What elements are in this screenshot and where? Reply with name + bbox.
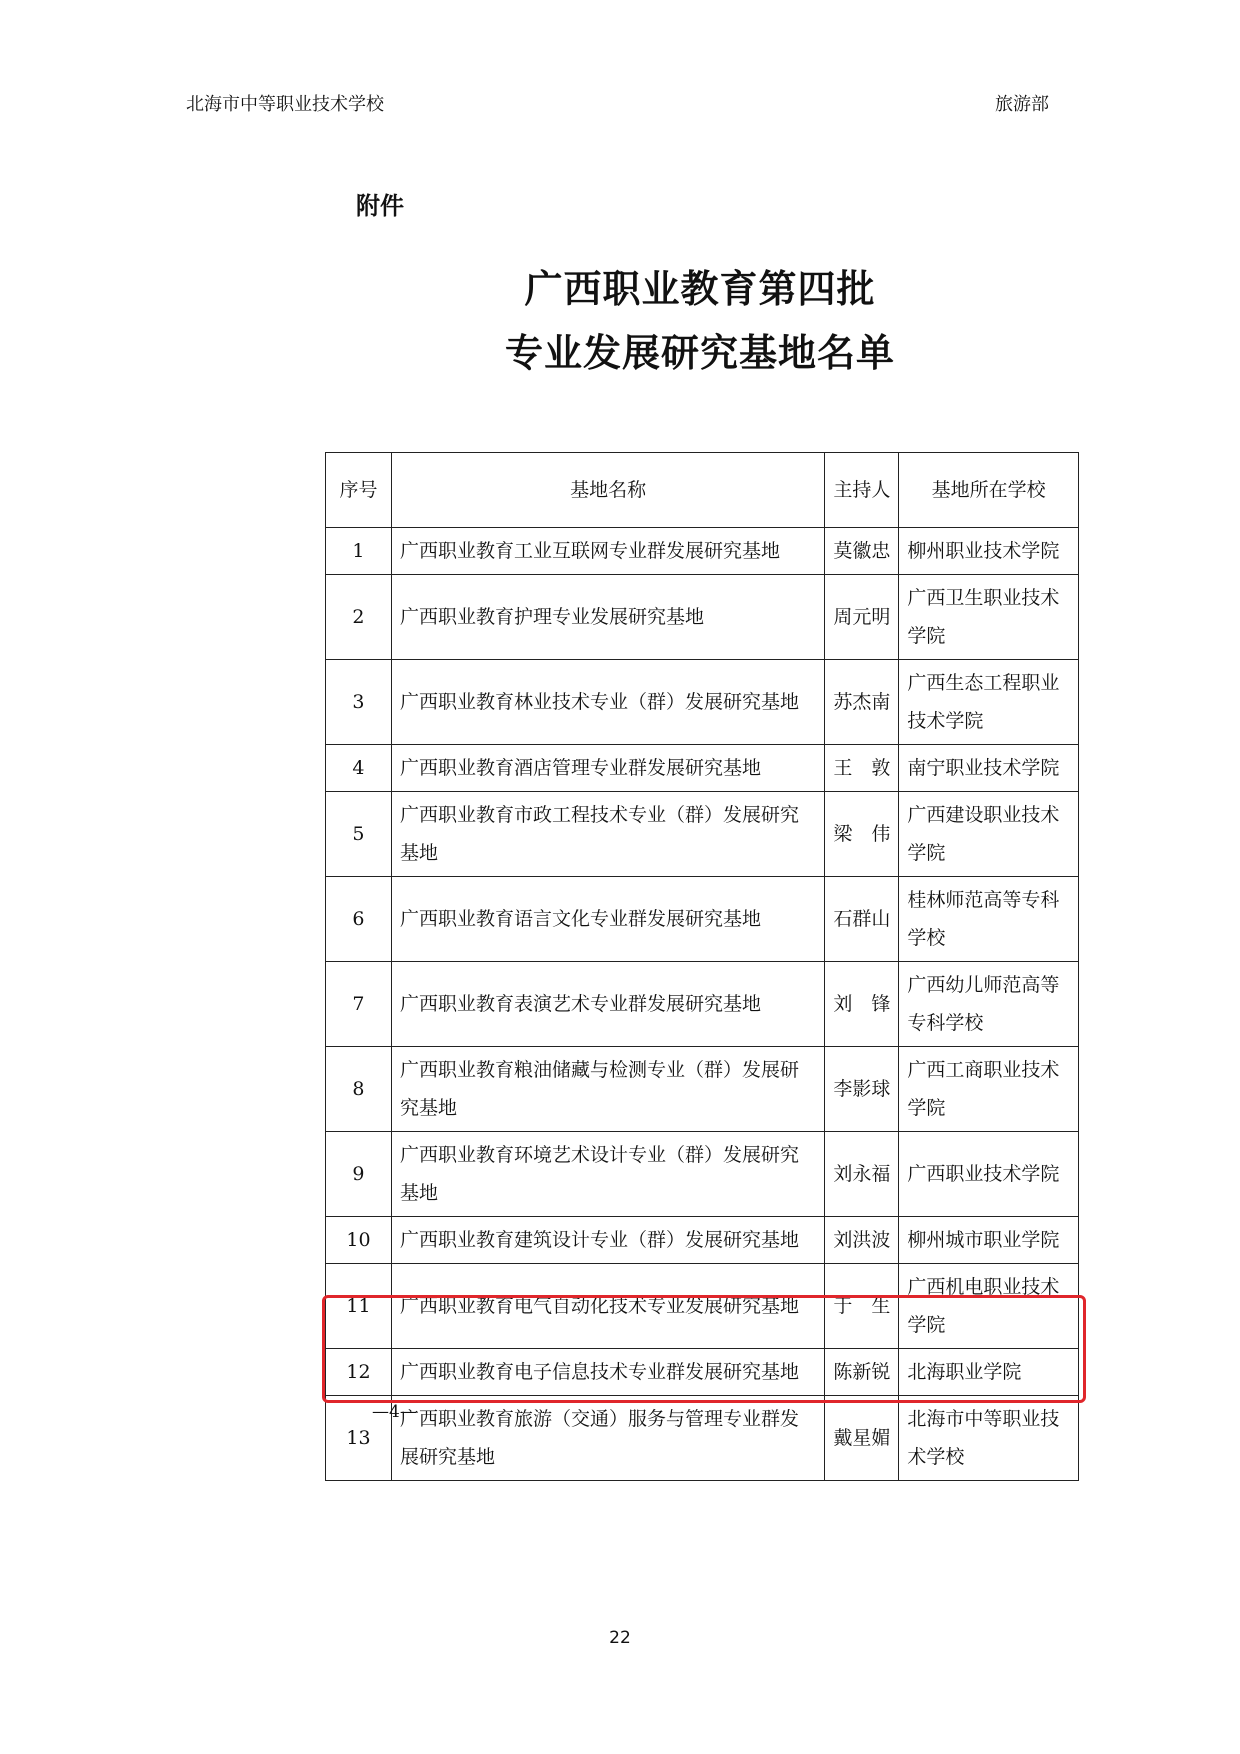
row-number: 5 (326, 792, 392, 877)
row-number: 1 (326, 528, 392, 575)
host-name: 陈新锐 (825, 1349, 899, 1396)
row-number: 12 (326, 1349, 392, 1396)
row-number: 4 (326, 745, 392, 792)
table-row (326, 745, 1079, 792)
host-name: 李影球 (825, 1047, 899, 1132)
table-header-row (326, 453, 1079, 528)
header-school: 北海市中等职业技术学校 (186, 94, 384, 115)
row-number: 8 (326, 1047, 392, 1132)
table-row-highlighted (326, 1396, 1079, 1481)
base-name: 广西职业教育市政工程技术专业（群）发展研究基地 (391, 792, 824, 877)
host-name: 刘永福 (825, 1132, 899, 1217)
column-header-number: 序号 (326, 453, 392, 528)
school-name: 广西工商职业技术学院 (899, 1047, 1079, 1132)
host-name: 梁 伟 (825, 792, 899, 877)
base-name: 广西职业教育语言文化专业群发展研究基地 (391, 877, 824, 962)
table-row (326, 660, 1079, 745)
original-page-mark: —4— (372, 1402, 417, 1422)
base-name: 广西职业教育表演艺术专业群发展研究基地 (391, 962, 824, 1047)
table-row (326, 962, 1079, 1047)
document-title-line2: 专业发展研究基地名单 (504, 331, 895, 375)
host-name: 石群山 (825, 877, 899, 962)
school-name: 广西幼儿师范高等专科学校 (899, 962, 1079, 1047)
attachment-label: 附件 (356, 192, 404, 220)
column-header-host: 主持人 (825, 453, 899, 528)
school-name: 广西卫生职业技术学院 (899, 575, 1079, 660)
column-header-base-name: 基地名称 (391, 453, 824, 528)
school-name: 北海职业学院 (899, 1349, 1079, 1396)
host-name: 刘 锋 (825, 962, 899, 1047)
base-name: 广西职业教育酒店管理专业群发展研究基地 (391, 745, 824, 792)
highlight-box (322, 1295, 1086, 1403)
table-row (326, 528, 1079, 575)
school-name: 广西建设职业技术学院 (899, 792, 1079, 877)
page-number: 22 (609, 1628, 631, 1648)
host-name: 苏杰南 (825, 660, 899, 745)
base-name: 广西职业教育护理专业发展研究基地 (391, 575, 824, 660)
host-name: 周元明 (825, 575, 899, 660)
school-name: 北海市中等职业技术学校 (899, 1396, 1079, 1481)
base-name: 广西职业教育电气自动化技术专业发展研究基地 (391, 1264, 824, 1349)
row-number: 10 (326, 1217, 392, 1264)
row-number: 3 (326, 660, 392, 745)
base-name: 广西职业教育工业互联网专业群发展研究基地 (391, 528, 824, 575)
host-name: 王 敦 (825, 745, 899, 792)
document-title-line1: 广西职业教育第四批 (524, 267, 876, 311)
host-name: 于 生 (825, 1264, 899, 1349)
base-name: 广西职业教育电子信息技术专业群发展研究基地 (391, 1349, 824, 1396)
host-name: 刘洪波 (825, 1217, 899, 1264)
school-name: 柳州城市职业学院 (899, 1217, 1079, 1264)
table-row (326, 1132, 1079, 1217)
school-name: 柳州职业技术学院 (899, 528, 1079, 575)
table-row (326, 575, 1079, 660)
table-row (326, 1217, 1079, 1264)
school-name: 桂林师范高等专科学校 (899, 877, 1079, 962)
base-name: 广西职业教育粮油储藏与检测专业（群）发展研究基地 (391, 1047, 824, 1132)
school-name: 广西机电职业技术学院 (899, 1264, 1079, 1349)
row-number: 9 (326, 1132, 392, 1217)
table-row (326, 792, 1079, 877)
base-name: 广西职业教育建筑设计专业（群）发展研究基地 (391, 1217, 824, 1264)
row-number: 7 (326, 962, 392, 1047)
row-number: 11 (326, 1264, 392, 1349)
school-name: 广西职业技术学院 (899, 1132, 1079, 1217)
header-department: 旅游部 (995, 94, 1049, 115)
row-number: 13 (326, 1396, 392, 1481)
row-number: 6 (326, 877, 392, 962)
table-row (326, 1047, 1079, 1132)
school-name: 南宁职业技术学院 (899, 745, 1079, 792)
host-name: 戴星媚 (825, 1396, 899, 1481)
table-row (326, 877, 1079, 962)
base-name: 广西职业教育旅游（交通）服务与管理专业群发展研究基地 (391, 1396, 824, 1481)
school-name: 广西生态工程职业技术学院 (899, 660, 1079, 745)
column-header-school: 基地所在学校 (899, 453, 1079, 528)
host-name: 莫徽忠 (825, 528, 899, 575)
base-name: 广西职业教育环境艺术设计专业（群）发展研究基地 (391, 1132, 824, 1217)
row-number: 2 (326, 575, 392, 660)
base-name: 广西职业教育林业技术专业（群）发展研究基地 (391, 660, 824, 745)
